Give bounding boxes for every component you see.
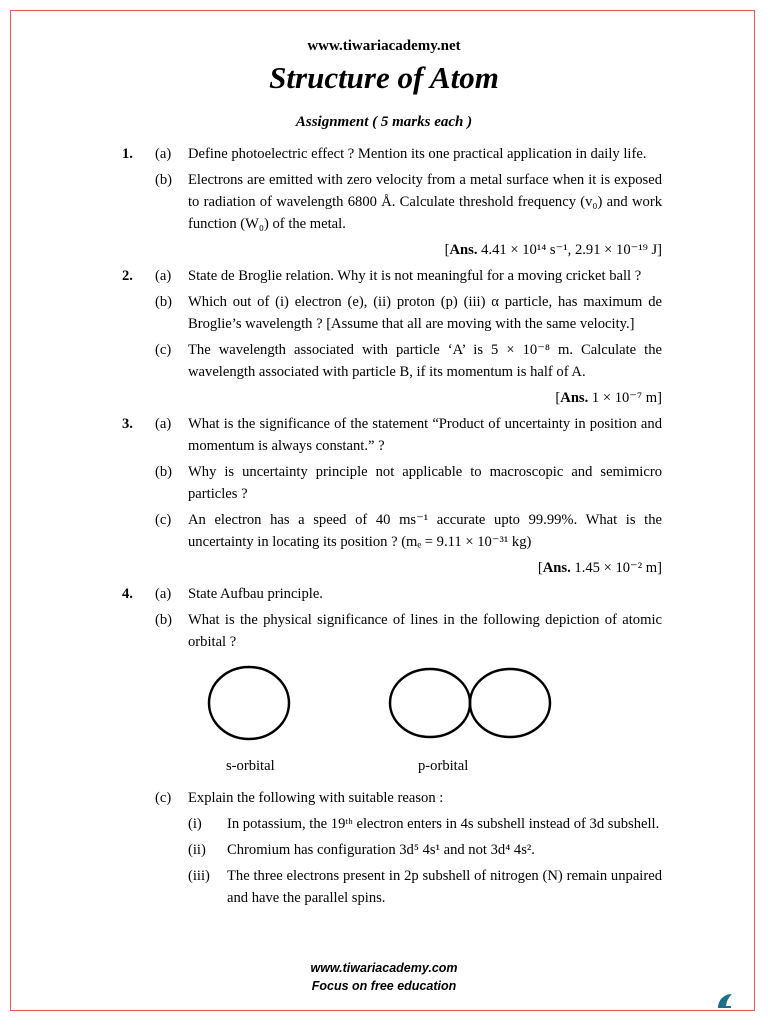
site-url-header: www.tiwariacademy.net	[307, 38, 461, 54]
question-part	[0, 509, 768, 553]
part-label: (a)	[155, 416, 172, 432]
part-label: (b)	[155, 172, 173, 188]
part-text: What is the physical significance of lines in the following depiction of atomic orbital ?	[188, 612, 662, 650]
question-2	[0, 265, 768, 409]
s-orbital-circle	[209, 667, 289, 739]
question-part	[0, 169, 768, 235]
part-text: Explain the following with suitable reason :	[188, 790, 444, 806]
question-1	[0, 143, 768, 261]
part-text: The wavelength associated with particle ‘A’ is 5 × 10⁻⁸ m. Calculate the wavelength associated with particle B, if its momentum is half of A.	[188, 342, 662, 380]
question-part	[0, 609, 768, 653]
question-part	[0, 461, 768, 505]
part-label: (b)	[155, 464, 173, 480]
part-text: What is the significance of the statement “Product of uncertainty in position and momentum is always constant.” ?	[188, 416, 662, 454]
orbital-figure	[0, 657, 768, 787]
question-part	[0, 265, 768, 287]
question-part	[0, 787, 768, 809]
part-label: (c)	[155, 342, 172, 358]
assignment-subtitle: Assignment ( 5 marks each )	[295, 114, 473, 130]
answer-label: Ans.	[449, 242, 478, 258]
sub-item-label: (iii)	[188, 868, 210, 884]
answer-value: 1 × 10⁻⁷ m]	[591, 390, 662, 406]
part-label: (a)	[155, 146, 172, 162]
answer-line: [Ans. 1.45 × 10⁻² m]	[537, 560, 662, 576]
part-text: Why is uncertainty principle not applicable to macroscopic and semimicro particles ?	[188, 464, 662, 502]
part-label: (a)	[155, 586, 172, 602]
answer-label: Ans.	[542, 560, 571, 576]
answer-value: 1.45 × 10⁻² m]	[574, 560, 662, 576]
p-orbital-caption: p-orbital	[418, 758, 469, 774]
question-number: 2.	[122, 268, 133, 284]
page-title: Structure of Atom	[269, 60, 499, 95]
part-text: Which out of (i) electron (e), (ii) proton (p) (iii) α particle, has maximum de Broglie’s wavelength ? [Assume that all are moving with the same velocity.]	[188, 294, 662, 332]
questions-content	[0, 143, 768, 913]
part-text: Define photoelectric effect ? Mention its one practical application in daily life.	[188, 146, 647, 162]
sub-item-text: Chromium has configuration 3d⁵ 4s¹ and not 3d⁴ 4s².	[227, 842, 535, 858]
question-part	[0, 413, 768, 457]
sub-item	[0, 813, 768, 835]
part-label: (a)	[155, 268, 172, 284]
part-label: (c)	[155, 790, 172, 806]
sub-item	[0, 839, 768, 861]
question-part	[0, 291, 768, 335]
footer-tagline: Focus on free education	[311, 979, 457, 993]
p-orbital-lobe-left	[390, 669, 470, 737]
question-3	[0, 413, 768, 579]
orbital-diagram	[0, 657, 768, 787]
sub-item-text: In potassium, the 19ᵗʰ electron enters in 4s subshell instead of 3d subshell.	[227, 816, 660, 832]
part-text: State de Broglie relation. Why it is not meaningful for a moving cricket ball ?	[188, 268, 642, 284]
part-label: (b)	[155, 294, 173, 310]
p-orbital-lobe-right	[470, 669, 550, 737]
footer-site-url: www.tiwariacademy.com	[310, 961, 458, 975]
question-4	[0, 583, 768, 909]
question-number: 1.	[122, 146, 133, 162]
academy-logo-icon	[716, 992, 734, 1010]
answer-value: 4.41 × 10¹⁴ s⁻¹, 2.91 × 10⁻¹⁹ J]	[481, 242, 662, 258]
part-label: (b)	[155, 612, 173, 628]
question-part	[0, 339, 768, 383]
part-text: An electron has a speed of 40 ms⁻¹ accurate upto 99.99%. What is the uncertainty in locating its position ? (mₑ = 9.11 × 10⁻³¹ kg)	[188, 512, 662, 550]
sub-item-text: The three electrons present in 2p subshell of nitrogen (N) remain unpaired and have the parallel spins.	[227, 868, 662, 906]
question-part	[0, 143, 768, 165]
answer-line: [Ans. 1 × 10⁻⁷ m]	[555, 390, 662, 406]
answer-label: Ans.	[560, 390, 589, 406]
part-text: Electrons are emitted with zero velocity from a metal surface when it is exposed to radiation of wavelength 6800 Å. Calculate threshold frequency (v₀) and work function (W₀) of the metal.	[188, 172, 662, 232]
sub-item-label: (ii)	[188, 842, 206, 858]
question-number: 3.	[122, 416, 133, 432]
sub-item-label: (i)	[188, 816, 202, 832]
s-orbital-caption: s-orbital	[226, 758, 275, 774]
part-text: State Aufbau principle.	[188, 586, 323, 602]
sub-item	[0, 865, 768, 909]
answer-line: [Ans. 4.41 × 10¹⁴ s⁻¹, 2.91 × 10⁻¹⁹ J]	[444, 242, 662, 258]
question-number: 4.	[122, 586, 133, 602]
part-label: (c)	[155, 512, 172, 528]
question-part	[0, 583, 768, 605]
